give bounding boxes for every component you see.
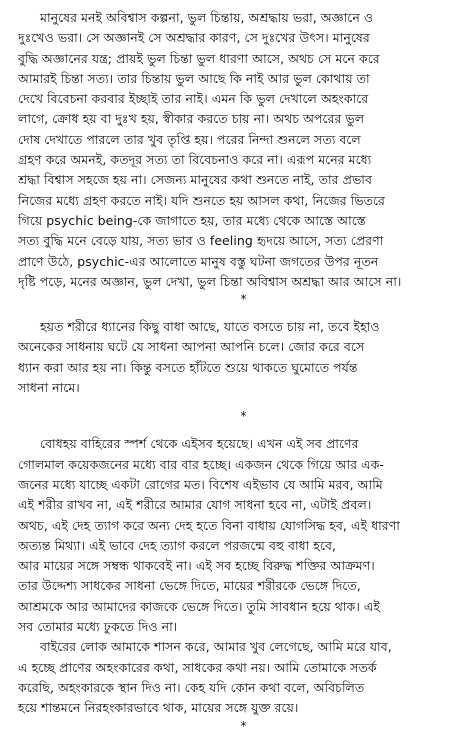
text-line: তার উদ্দেশ্য সাধকের সাধনা ভেঙ্গে দিতে, মায়ের শরীরকে ভেঙ্গে দিতে,	[18, 578, 361, 594]
text-line: জনের মধ্যে যাচ্ছে একটা রোগের মত। বিশেষ এইভাব যে আমি মরব, আমি	[18, 476, 383, 492]
paragraph-4	[18, 637, 457, 718]
text-line: গোলমাল কয়েকজনের মধ্যে বার বার হচ্ছে। একজন থেকে গিয়ে আর এক-	[18, 456, 384, 472]
paragraph-2	[18, 317, 457, 398]
text-line: করেছি, অহংকারকে স্থান দিও না। কেহ যদি কোন কথা বলে, অবিচলিত	[18, 679, 365, 695]
text-line: বোধহয় বাহিরের স্পর্শ থেকে এইসব হয়েছে। এখন এই সব প্রাণের	[40, 436, 359, 452]
paragraph-1	[18, 8, 457, 292]
text-line: লাগে, ক্রোধ হয় বা দুঃখ হয়, স্বীকার করতে চায় না। অথচ অপরের ভুল	[18, 111, 365, 127]
text-line: প্রাণে উঠে, psychic-এর আলোতে মানুষ বস্তু ঘটনা জগতের উপর নূতন	[18, 253, 379, 269]
text-line: ধ্যান করা আর হয় না। কিন্তু বসতে হাঁটতে শুয়ে থাকতে ঘুমোতে পর্যন্ত	[18, 359, 358, 375]
text-line: বুদ্ধি অজ্ঞানের যন্ত্র; প্রায়ই ভুল চিন্তা ভুল ধারণা আসে, অথচ সে মনে করে	[18, 50, 380, 66]
text-line: সাধনা নামে।	[18, 380, 80, 396]
text-line: গিয়ে psychic being-কে জাগাতে হয়, তার মধ্যে থেকে আস্তে আস্তে	[18, 212, 366, 228]
text-line: হয়ত শরীরে ধ্যানের কিছু বাধা আছে, যাতে বসতে চায় না, তবে ইহাও	[40, 319, 380, 335]
text-line: শ্রদ্ধা বিশ্বাস সহজে হয় না। সেজন্য মানুষের কথা শুনতে নাই, তার প্রভাব	[18, 172, 372, 188]
text-line: মানুষের মনই অবিশ্বাস কল্পনা, ভুল চিন্তায়, অশ্রদ্ধায় ভরা, অজ্ঞানে ও	[40, 10, 374, 25]
text-line: সব তোমার মধ্যে ঢুকতে দিও না।	[18, 619, 178, 635]
section-separator: *	[240, 292, 247, 307]
paragraph-3	[18, 434, 457, 637]
text-line: হয়ে শান্তমনে নিরহংকারভাবে থাক, মায়ের সঙ্গে যুক্ত রয়ে।	[18, 700, 299, 716]
text-line: আর মায়ের সঙ্গে সম্বন্ধ থাকবেই না। এই সব হচ্ছে বিরুদ্ধ শক্তির আক্রমণ।	[18, 558, 375, 574]
text-line: সত্য বুদ্ধি মনে বেড়ে যায়, সত্য ভাব ও feeling হৃদয়ে আসে, সত্য প্রেরণা	[18, 233, 384, 249]
text-line: দৃষ্টি পড়ে, মনের অজ্ঞান, ভুল দেখা, ভুল চিন্তা অবিশ্বাস অশ্রদ্ধা আর আসে না।	[18, 273, 402, 289]
text-line: বাইরের লোক আমাকে শাসন করে, আমার খুব লেগেছে, আমি মরে যাব,	[40, 639, 392, 655]
text-line: অথচ, এই দেহ ত্যাগ করে অন্য দেহ হতে বিনা বাধায় যোগসিদ্ধ হব, এই ধারণা	[18, 517, 400, 533]
text-line: গ্রহণ করে অমনই, কতদূর সত্য তা বিবেচনাও করে না। এরূপ মনের মধ্যে	[18, 152, 372, 168]
text-line: এই শরীর রাখব না, এই শরীরে আমার যোগ সাধনা হবে না, এটাই প্রবল।	[18, 497, 372, 513]
text-line: অনেকের সাধনায় ঘটে যে সাধনা আপনা আপনি চলে। জোর করে বসে	[18, 339, 365, 355]
text-line: আমারই চিন্তা সত্য। তার চিন্তায় ভুল আছে কি নাই আর ভুল কোথায় তা	[18, 70, 370, 86]
text-line: দোষ দেখাতে পারলে তার খুব তৃপ্তি হয়। পরের নিন্দা শুনলে সত্য বলে	[18, 131, 361, 147]
text-line: অত্যন্ত মিথ্যা। এই ভাবে দেহ ত্যাগ করলে পরজন্মে বহু বাধা হবে,	[18, 537, 337, 553]
section-separator: *	[240, 718, 247, 733]
text-line: দেখে বিবেচনা করবার ইচ্ছাই তার নাই। এমন কি ভুল দেখালে অহংকারে	[18, 91, 369, 107]
section-gap	[18, 398, 457, 409]
section-gap	[18, 306, 457, 317]
section-separator: *	[240, 409, 247, 424]
section-gap	[18, 423, 457, 434]
text-line: নিজের মধ্যে গ্রহণ করতে নাই। যদি শুনতে হয় আসল কথা, নিজের ভিতরে	[18, 192, 385, 208]
text-line: এ হচ্ছে প্রাণের অহংকারের কথা, সাধকের কথা নয়। আমি তোমাকে সতর্ক	[18, 659, 377, 675]
text-line: আশ্রমকে আর আমাদের কাজকে ভেঙ্গে দিতে। তুমি সাবধান হয়ে থাক। এই	[18, 598, 380, 614]
text-line: দুঃখেও ভরা। সে অজ্ঞানই সে অশ্রদ্ধার কারণ, সে দুঃখের উৎস। মানুষের	[18, 30, 370, 46]
